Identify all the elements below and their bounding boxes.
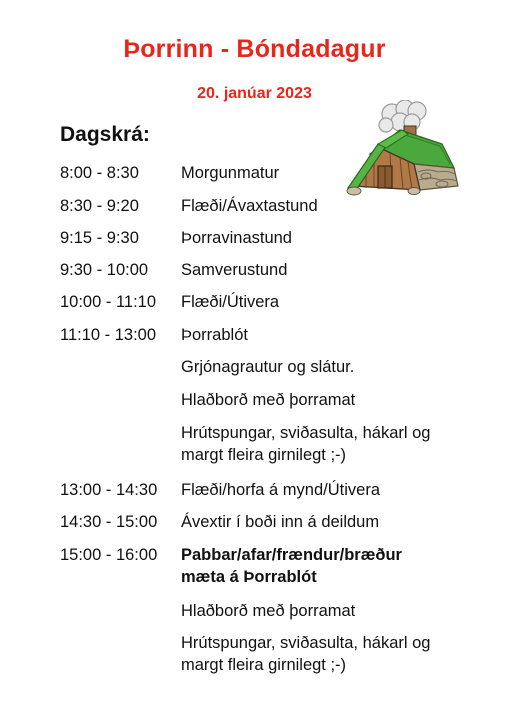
- schedule-activity: Grjónagrautur og slátur.: [181, 358, 355, 376]
- schedule-time: 14:30 - 15:00: [60, 513, 158, 531]
- schedule-activity: Hlaðborð með þorramat: [181, 391, 356, 409]
- page-title: Þorrinn - Bóndadagur: [123, 35, 386, 63]
- schedule-time: 10:00 - 11:10: [60, 293, 157, 311]
- schedule-activity: Hrútspungar, sviðasulta, hákarl og margt fleira girnilegt ;-): [181, 424, 431, 464]
- schedule-time: 9:15 - 9:30: [60, 229, 139, 247]
- schedule-activity: Hrútspungar, sviðasulta, hákarl og margt fleira girnilegt ;-): [181, 634, 431, 674]
- schedule-activity: Morgunmatur: [181, 164, 280, 182]
- schedule-activity: Þorrablót: [181, 326, 248, 344]
- schedule-activity: Samverustund: [181, 261, 288, 279]
- schedule-time: 9:30 - 10:00: [60, 261, 149, 279]
- schedule-time: 13:00 - 14:30: [60, 481, 158, 499]
- schedule-time: 11:10 - 13:00: [60, 326, 157, 344]
- schedule-activity: Flæði/Útivera: [181, 293, 280, 311]
- schedule-activity: Flæði/horfa á mynd/Útivera: [181, 481, 380, 499]
- event-date: 20. janúar 2023: [197, 85, 312, 102]
- schedule-time: 8:00 - 8:30: [60, 164, 139, 182]
- schedule-activity: Flæði/Ávaxtastund: [181, 197, 318, 215]
- schedule-activity: Hlaðborð með þorramat: [181, 602, 356, 620]
- schedule-activity: Pabbar/afar/frændur/bræður mæta á Þorrablót: [181, 546, 402, 586]
- schedule-activity: Þorravinastund: [181, 229, 292, 247]
- schedule-activity: Ávextir í boði inn á deildum: [181, 513, 380, 531]
- schedule-heading: Dagskrá:: [60, 123, 150, 146]
- schedule-time: 15:00 - 16:00: [60, 546, 158, 564]
- schedule-time: 8:30 - 9:20: [60, 197, 139, 215]
